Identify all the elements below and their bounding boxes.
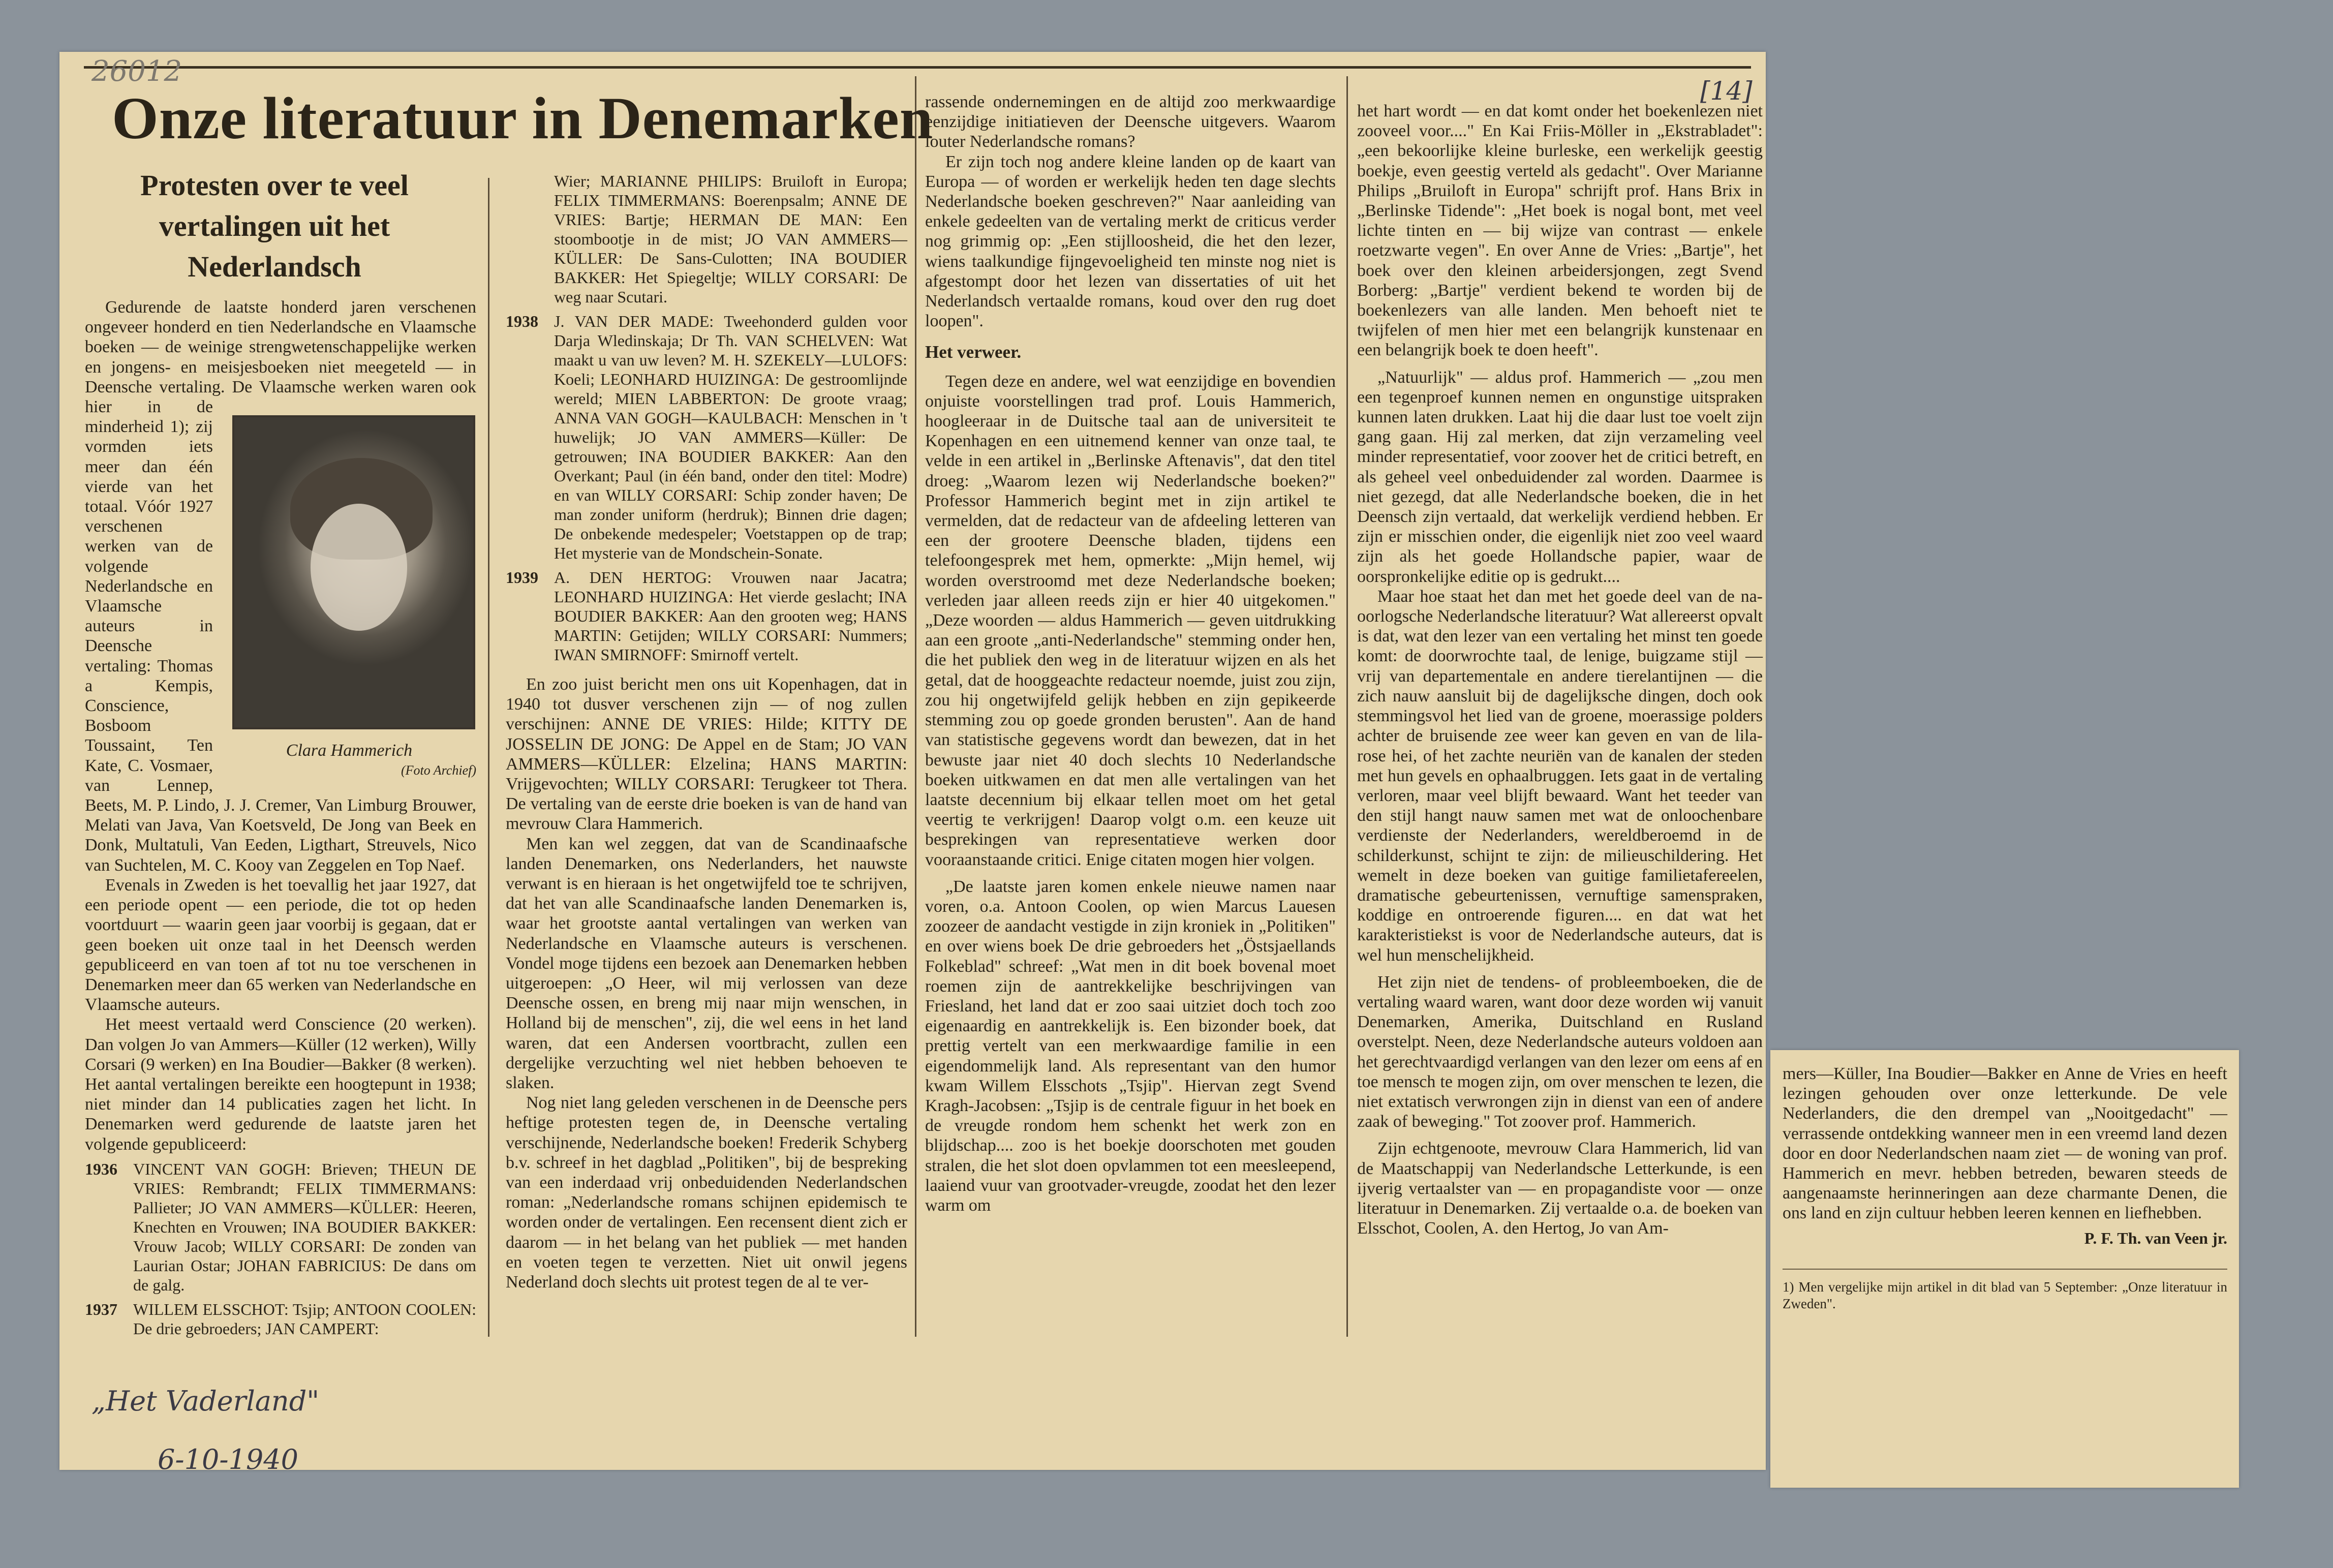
author-signature: P. F. Th. van Veen jr.	[2084, 1228, 2227, 1247]
archive-number-handwritten: 26012	[91, 55, 182, 88]
article-title: Onze literatuur in Denemarken	[112, 85, 934, 151]
paragraph: Het zijn niet de tendens- of probleemboeken, die de vertaling waard waren, want door deze worden wij vanuit Denemarken, Amerika, Duitschland en Rusland overstelpt. Neen, deze Nederlandsche auteurs voldoen aan het gerechtvaardigd verlangen van den lezer om eens af en toe mensch te mogen zijn, om over menschen te lezen, die niet extatisch verwrongen zijn in dienst van een of andere zaak of beweging." Tot zoover prof. Hammerich.	[1357, 972, 1763, 1131]
paragraph: Tegen deze en andere, wel wat eenzijdige en bovendien onjuiste voorstellingen trad prof. Louis Hammerich, hoogleeraar in de Duitsche taal aan de universiteit te Kopenhagen en een uitnemend kenner van onze taal, te velde in een artikel in „Berlinske Aftenavis", dat den titel droeg: „Waarom lezen wij Nederlandsche boeken?" Professor Hammerich begint met in zijn artikel te vermelden, dat de redacteur van de afdeeling letteren van een der grootere Deensche bladen, tijdens een telefoongesprek met hem, opmerkte: „Mijn hemel, wij worden overstroomd met deze Nederlandsche boeken; verleden jaar alleen reeds zijn er hier 40 uitgekomen." „Deze woorden — aldus Hammerich — geven uitdrukking aan een groote „anti-Nederlandsche" stemming onder hen, die het publiek den weg in de literatuur wijzen en als het getal, dat de hooggeachte redacteur noemde, juist zou zijn, zou hij ongetwijfeld gelijk hebben en zijn gepikeerde stemming zou op goede gronden berusten". Aan de hand van statistische gegevens wordt dan bewezen, dat in het bewuste jaar niet 40 doch slechts 10 Nederlandsche boeken uitkwamen en dat men alle vertalingen van het laatste decennium bij elkaar tellen moet om het getal veertig te verkrijgen! Daarop volgt o.m. een keuze uit besprekingen van representatieve werken door vooraanstaande critici. Enige citaten mogen hier volgen.	[925, 372, 1336, 869]
top-rule	[84, 66, 1751, 69]
entry-text: Wier; MARIANNE PHILIPS: Bruiloft in Europa; FELIX TIMMERMANS: Boerenpsalm; ANNE DE VRIES: Bartje; HERMAN DE MAN: Een stoombootje in de mist; JO VAN AMMERS—KÜLLER: De Sans-Culotten; INA BOUDIER BAKKER: Het Spiegeltje; WILLY CORSARI: De weg naar Scutari.	[554, 172, 907, 306]
paragraph: rassende ondernemingen en de altijd zoo merkwaardige eenzijdige initiatieven der Deensche uitgevers. Waarom louter Nederlandsche romans?	[925, 93, 1336, 151]
column-3	[925, 92, 1336, 1215]
year-label: 1937	[85, 1300, 117, 1318]
year-label: 1936	[85, 1159, 117, 1178]
column-1	[85, 297, 476, 1343]
paragraph: „De laatste jaren komen enkele nieuwe namen naar voren, o.a. Antoon Coolen, op wien Marcus Lauesen zoozeer de aandacht vestigde in zijn kroniek in „Politiken" en over wiens boek De drie gebroeders het „Östsjaellands Folkeblad" schreef: „Wat men in dit boek bovenal moet roemen zijn de aantrekkelijke beschrijvingen van Friesland, het land dat er zoo saai uitziet doch toch zoo eigenaardig en aantrekkelijk is. Een bizonder boek, dat prettig vertelt van een merkwaardige familie in een eigendommelijk land. Als representant van den humor kwam Willem Elsschots „Tsjip". Hiervan zegt Svend Kragh-Jacobsen: „Tsjip is de centrale figuur in het boek en de vreugde rondom hem schenkt het werk zon en blijdschap.... zoo is het boekje doorschoten met gouden stralen, die het slot doen opvlammen tot een meesleepend, laaiend vuur van grootvader-vreugde, zoodat het den lezer warm om	[925, 877, 1336, 1215]
paragraph: Het meest vertaald werd Conscience (20 werken). Dan volgen Jo van Ammers—Küller (12 werken), Willy Corsari (9 werken) en Ina Boudier—Bakker (8 werken). Het aantal vertalingen bereikte een hoogtepunt in 1938; niet minder dan 14 publicaties zagen het licht. In Denemarken werd gedurende de laatste jaren het volgende gepubliceerd:	[85, 1015, 476, 1154]
portrait-image	[232, 415, 475, 729]
column-divider	[1346, 76, 1348, 1337]
entry-text: J. VAN DER MADE: Tweehonderd gulden voor Darja Wledinskaja; Dr Th. VAN SCHELVEN: Wat maakt u van uw leven? M. H. SZEKELY—LULOFS: Koeli; LEONHARD HUIZINGA: De gestroomlijnde wereld; MIEN LABBERTON: De groote vraag; ANNA VAN GOGH—KAULBACH: Menschen in 't huwelijk; JO VAN AMMERS—Küller: De getrouwen; INA BOUDIER BAKKER: Aan den Overkant; Paul (in één band, onder den titel: Modre) en van WILLY CORSARI: Schip zonder haven; De man zonder uniform (herdruk); Binnen drie dagen; De onbekende medespeler; Voetstappen op de trap; Het mysterie van de Mondschein-Sonate.	[554, 312, 907, 562]
portrait-photo	[222, 415, 476, 780]
column-divider	[915, 76, 916, 1337]
paragraph: het hart wordt — en dat komt onder het boekenlezen niet zooveel voor...." En Kai Friis-Möller in „Ekstrabladet": „een bekoorlijke kleine burleske, een werkelijk geestig boekje, even geestig verteld als gedacht". Over Marianne Philips „Bruiloft in Europa" schrijft prof. Hans Brix in „Berlinske Tidende": „Het boek is nogal bont, met veel lichte tinten en — bij wijze van contrast — enkele roetzwarte vegen". En over Anne de Vries: „Bartje", het boek over den kleinen arbeidersjongen, zegt Svend Borberg: „Bartje" verdient bekend te worden bij de boekenlezers van alle landen. Men behoeft niet te twijfelen of men hier met een belangrijk kunstenaar en een belangrijk boek te doen heeft".	[1357, 102, 1763, 360]
newspaper-name-handwritten: „Het Vaderland"	[91, 1385, 320, 1417]
column-5	[1783, 1064, 2227, 1312]
paragraph: „Natuurlijk" — aldus prof. Hammerich — „zou men een tegenproef kunnen nemen en ongunstige uitspraken kunnen laten drukken. Laat hij die daar lust toe voelt zijn gang gaan. Hij zal merken, dat zijn verzameling veel minder representatief, voor zoover het de critici betreft, en als geheel veel onbeduidender zal worden. Daarmee is niet gezegd, dat alle Nederlandsche boeken, die in het Deensch zijn vertaald, dat werkelijk verdiend hebben. Er zijn er misschien onder, die eigenlijk niet zoo veel waard zijn als het goede Hollandsche papier, waar de oorspronkelijke editie op is gedrukt....	[1357, 367, 1763, 586]
paragraph: Zijn echtgenoote, mevrouw Clara Hammerich, lid van de Maatschappij van Nederlandsche Letterkunde, is een ijverig vertaalster van — en propagandiste voor — onze literatuur in Denemarken. Zij vertaalde o.a. de boeken van Elsschot, Coolen, A. den Hertog, Jo van Am-	[1357, 1139, 1763, 1238]
paragraph: En zoo juist bericht men ons uit Kopenhagen, dat in 1940 tot dusver verschenen zijn — of nog zullen verschijnen: ANNE DE VRIES: Hilde; KITTY DE JOSSELIN DE JONG: De Appel en de Stam; JO VAN AMMERS—KÜLLER: Elzelina; HANS MARTIN: Vrijgevochten; WILLY CORSARI: Terugkeer tot Thera. De vertaling van de eerste drie boeken is van de hand van mevrouw Clara Hammerich.	[506, 675, 907, 834]
year-entry	[506, 312, 907, 563]
year-label: 1939	[506, 568, 538, 587]
column-4	[1357, 101, 1763, 1238]
year-label: 1938	[506, 312, 538, 330]
year-entry	[506, 568, 907, 664]
year-entry	[85, 1300, 476, 1338]
article-subtitle: Protesten over te veel vertalingen uit het Nederlandsch	[140, 169, 409, 283]
column-divider	[488, 178, 489, 1337]
entry-text: WILLEM ELSSCHOT: Tsjip; ANTOON COOLEN: De drie gebroeders; JAN CAMPERT:	[133, 1300, 476, 1338]
paragraph: Men kan wel zeggen, dat van de Scandinaafsche landen Denemarken, ons Nederlanders, het nauwste verwant is en hieraan is het ongetwijfeld toe te schrijven, dat het van alle Scandinaafsche landen Denemarken is, waar het grootste aantal vertalingen van werken van Nederlandsche en Vlaamsche auteurs is verschenen. Vondel moge tijdens een bezoek aan Denemarken hebben uitgeroepen: „O Heer, wil mij verlossen van deze Deensche ossen, en breng mij naar mijn wenschen, in Holland bij de menschen", zij, die wel eens in het land waren, dat een Andersen voortbracht, zullen een dergelijke verzuchting wel niet hebben behoeven te slaken.	[506, 834, 907, 1093]
paragraph: Gedurende de laatste honderd jaren verschenen ongeveer honderd en tien Nederlandsche en Vlaamsche boeken — de weinige strengwetenschappelijke werken en jongens- en meisjesboeken niet meegeteld — in Deensche vertaling. De Vlaamsche werken waren ook hier in de minderheid 1); zij vormden iets meer dan één vierde van het totaal. Vóór 1927 verschenen werken van de volgende Nederlandsche en Vlaamsche auteurs in Deensche vertaling: Thomas a Kempis, Conscience, Bosboom Toussaint, Ten Kate, C. Vosmaer, van Lennep, Beets, M. P. Lindo, J. J. Cremer, Van Limburg Brouwer, Melati van Java, Van Koetsveld, De Jong van Beek en Donk, Multatuli, Van Eeden, Ligthart, Streuvels, Nico van Suchtelen, M. C. Kooy van Zeggelen en Top Naef.	[85, 298, 476, 875]
column-2	[506, 171, 907, 1292]
photo-credit: (Foto Archief)	[401, 763, 476, 778]
date-handwritten: 6-10-1940	[158, 1443, 298, 1475]
entry-text: A. DEN HERTOG: Vrouwen naar Jacatra; LEONHARD HUIZINGA: Het vierde geslacht; INA BOUDIER BAKKER: Aan den grooten weg; HANS MARTIN: Getijden; WILLY CORSARI: Nummers; IWAN SMIRNOFF: Smirnoff vertelt.	[554, 568, 907, 664]
photo-caption: Clara Hammerich	[286, 741, 413, 760]
footnote: 1) Men vergelijke mijn artikel in dit blad van 5 September: „Onze literatuur in Zweden".	[1783, 1269, 2227, 1312]
page-number-handwritten: [14]	[1700, 76, 1753, 106]
year-entry	[85, 1159, 476, 1295]
entry-text: VINCENT VAN GOGH: Brieven; THEUN DE VRIES: Rembrandt; FELIX TIMMERMANS: Pallieter; JO VAN AMMERS—KÜLLER: Heeren, Knechten en Vrouwen; INA BOUDIER BAKKER: Vrouw Jacob; WILLY CORSARI: De zonden van Laurian Ostar; JOHAN FABRICIUS: De dans om de galg.	[133, 1159, 476, 1294]
paragraph: Er zijn toch nog andere kleine landen op de kaart van Europa — of worden er werkelijk heden ten dage slechts Nederlandsche boeken geschreven?" Naar aanleiding van enkele gedeelten van de vertaling merkt de criticus verder nog grimmig op: „Een stijlloosheid, die het den lezer, wiens taalkundige fijngevoeligheid ten minste nog niet is afgestompt door het lezen van dissertaties of uit het Nederlandsch vertaalde romans, koud over den rug doet loopen".	[925, 152, 1336, 331]
year-entry-continued	[506, 171, 907, 306]
paragraph: Maar hoe staat het dan met het goede deel van de na-oorlogsche Nederlandsche literatuur? Wat allereerst opvalt is dat, wat den lezer van een vertaling het minst ten goede komt: de doorwrochte taal, de lenige, buigzame stijl — vrij van departementale en andere tierelantijnen — die zich nauw aansluit bij de dagelijksche dingen, doch ook stemmingsvol het lied van de groene, moerassige polders achter de bruisende zee weer kan geven en van de lila-rose hei, of het zachte neuriën van de kanalen der steden met hun gevels en ophaalbruggen. Iets gaat in de vertaling verloren, maar veel blijft bewaard. Want het teeder van den stijl hangt nauw samen met wat de onloochenbare verdienste der Nederlanders, wereldberoemd in de schilderkunst, schijnt te zijn: de milieuschildering. Het wemelt in deze boeken van guitige familietafereelen, dramatische gebeurtenissen, vernuftige samenspraken, koddige en ontroerende figuren.... en dat wat het karakteristiekst is voor de Nederlandsche auteurs, dat is wel hun menschelijkheid.	[1357, 587, 1763, 965]
paragraph: Evenals in Zweden is het toevallig het jaar 1927, dat een periode opent — een periode, die tot op heden voortduurt — waarin geen jaar voorbij is gegaan, dat er geen boeken uit onze taal in het Deensch werden gepubliceerd en van toen af tot nu toe verschenen in Denemarken meer dan 65 werken van Nederlandsche en Vlaamsche auteurs.	[85, 875, 476, 1014]
section-heading: Het verweer.	[925, 342, 1022, 362]
paragraph: mers—Küller, Ina Boudier—Bakker en Anne de Vries en heeft lezingen gehouden over onze letterkunde. De vele Nederlanders, die den drempel van „Nooitgedacht" — verrassende ontdekking wanneer men in een vreemd land dezen door en door Nederlandschen naam ziet — de woning van prof. Hammerich en mevr. hebben betreden, bewaren steeds de aangenaamste herinneringen aan deze charmante Denen, die ons land en zijn cultuur hebben leeren kennen en liefhebben.	[1783, 1064, 2227, 1223]
paragraph: Nog niet lang geleden verschenen in de Deensche pers heftige protesten tegen de, in Deensche vertaling verschijnende, Nederlandsche boeken! Frederik Schyberg b.v. schreef in het dagblad „Politiken", bij de bespreking van een inderdaad vrij onbeduidenden Nederlandschen roman: „Nederlandsche romans schijnen epidemisch te worden onder de vertalingen. Een recensent dient zich er daarom — in het belang van het publiek — met handen en voeten tegen te verzetten. Niet uit onwil jegens Nederland doch slechts uit protest tegen de al te ver-	[506, 1093, 907, 1292]
